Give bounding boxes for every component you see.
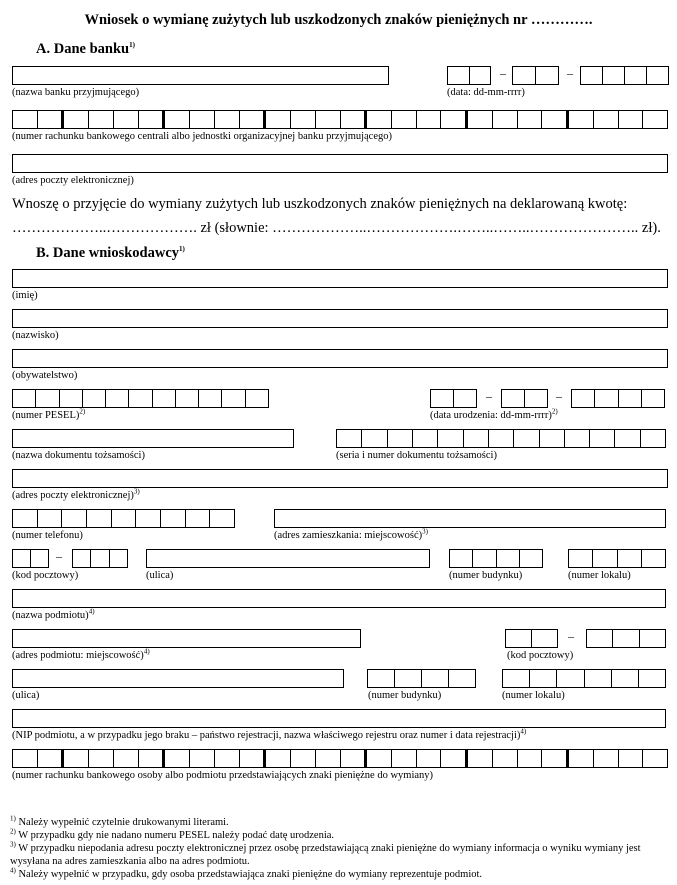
birth-year-field[interactable] [571, 389, 665, 408]
account-digit-cell[interactable] [37, 111, 62, 128]
date-year-field[interactable] [580, 66, 669, 85]
applicant-email-field[interactable] [12, 469, 668, 488]
bank-name-field[interactable] [12, 66, 389, 85]
entity-postal-part1-field[interactable] [505, 629, 558, 648]
entity-street-field[interactable] [12, 669, 344, 688]
account-digit-cell[interactable] [13, 111, 37, 128]
residence-city-field[interactable] [274, 509, 666, 528]
account-digit-cell[interactable] [113, 111, 138, 128]
account-digit-cell[interactable] [315, 750, 340, 767]
postal-separator: – [568, 629, 574, 643]
footnote-ref: 4) [520, 727, 527, 736]
account-digit-cell[interactable] [340, 750, 365, 767]
citizenship-field[interactable] [12, 349, 668, 368]
entity-building-field[interactable] [367, 669, 476, 688]
entity-city-field[interactable] [12, 629, 361, 648]
footnote-ref: 3) [133, 487, 140, 496]
date-label: (data: dd-mm-rrrr) [447, 87, 525, 98]
account-digit-cell[interactable] [492, 750, 517, 767]
bank-email-field[interactable] [12, 154, 668, 173]
account-digit-cell[interactable] [189, 111, 214, 128]
account-digit-cell[interactable] [138, 111, 163, 128]
pesel-field[interactable] [12, 389, 269, 408]
first-name-label: (imię) [12, 290, 38, 301]
declaration-line-2: ………………..………………. zł (słownie: ………………..……………….……..……..………………….. zł). [12, 220, 661, 236]
unit-number-label: (numer lokalu) [568, 570, 631, 581]
street-label: (ulica) [146, 570, 174, 581]
account-digit-cell[interactable] [566, 111, 593, 128]
account-digit-cell[interactable] [113, 750, 138, 767]
residence-city-label [274, 527, 428, 541]
account-digit-cell[interactable] [541, 111, 566, 128]
account-digit-cell[interactable] [162, 111, 189, 128]
entity-name-field[interactable] [12, 589, 666, 608]
declaration-line-1: Wnoszę o przyjęcie do wymiany zużytych lub uszkodzonych znaków pieniężnych na deklarowaną kwotę: [12, 196, 628, 212]
entity-unit-label: (numer lokalu) [502, 690, 565, 701]
id-doc-name-field[interactable] [12, 429, 294, 448]
id-doc-number-label: (seria i numer dokumentu tożsamości) [336, 450, 497, 461]
account-digit-cell[interactable] [61, 750, 88, 767]
applicant-email-label [12, 487, 140, 501]
bank-name-label: (nazwa banku przyjmującego) [12, 87, 140, 98]
account-digit-cell[interactable] [517, 111, 542, 128]
postal-code-label: (kod pocztowy) [12, 570, 79, 581]
footnote-marker: 4) [10, 866, 16, 875]
surname-field[interactable] [12, 309, 668, 328]
footnote-text: W przypadku niepodania adresu poczty elektronicznej przez osobę przedstawiającą znaki pieniężne do wymiany informacja o wyniku wymiany jest wysyłana na adres zamieszkania albo na adres podmiotu. [10, 843, 641, 867]
account-digit-cell[interactable] [440, 750, 465, 767]
section-b-heading [36, 245, 185, 262]
entity-city-label [12, 647, 150, 661]
account-digit-cell[interactable] [37, 750, 62, 767]
nip-label-text: (NIP podmiotu, a w przypadku jego braku – państwo rejestracji, nazwa właściwego rejestru oraz numer i data rejestracji) [12, 730, 521, 741]
nip-label [12, 727, 527, 741]
account-digit-cell[interactable] [391, 111, 416, 128]
account-digit-cell[interactable] [315, 111, 340, 128]
footnote-ref: 2) [79, 407, 86, 416]
footnote-text: Należy wypełnić w przypadku, gdy osoba przedstawiająca znaki pieniężne do wymiany reprezentuje podmiot. [18, 869, 483, 880]
account-digit-cell[interactable] [492, 111, 517, 128]
account-digit-cell[interactable] [593, 750, 618, 767]
footnote-marker: 1) [10, 814, 16, 823]
account-digit-cell[interactable] [239, 111, 264, 128]
footnote-marker: 3) [10, 840, 16, 849]
account-digit-cell[interactable] [416, 750, 441, 767]
pesel-label-text: (numer PESEL) [12, 410, 80, 421]
footnote-2 [10, 829, 667, 842]
date-separator: – [567, 66, 573, 80]
applicant-email-label-text: (adres poczty elektronicznej) [12, 490, 134, 501]
bank-account-label: (numer rachunku bankowego centrali albo jednostki organizacyjnej banku przyjmującego) [12, 131, 393, 142]
account-digit-cell[interactable] [138, 750, 163, 767]
footnote-4 [10, 868, 667, 881]
account-digit-cell[interactable] [88, 750, 113, 767]
pesel-label [12, 407, 86, 421]
footnote-ref: 1) [179, 245, 185, 254]
account-digit-cell[interactable] [465, 750, 492, 767]
person-account-label: (numer rachunku bankowego osoby albo podmiotu przedstawiających znaki pieniężne do wymiany) [12, 770, 434, 781]
footnote-ref: 2) [551, 407, 558, 416]
footnote-marker: 2) [10, 827, 16, 836]
section-b-heading-text: B. Dane wnioskodawcy [36, 245, 180, 261]
account-digit-cell[interactable] [618, 750, 643, 767]
account-digit-cell[interactable] [263, 750, 290, 767]
account-digit-cell[interactable] [263, 111, 290, 128]
date-separator: – [500, 66, 506, 80]
account-digit-cell[interactable] [189, 750, 214, 767]
entity-name-label [12, 607, 95, 621]
birth-date-label-text: (data urodzenia: dd-mm-rrrr) [430, 410, 552, 421]
date-month-field[interactable] [512, 66, 559, 85]
nip-field[interactable] [12, 709, 666, 728]
account-digit-cell[interactable] [214, 111, 239, 128]
date-day-field[interactable] [447, 66, 491, 85]
person-account-field[interactable] [12, 749, 668, 768]
unit-number-field[interactable] [568, 549, 666, 568]
account-digit-cell[interactable] [517, 750, 542, 767]
footnote-ref: 4) [143, 647, 150, 656]
footnote-ref: 4) [88, 607, 95, 616]
account-digit-cell[interactable] [340, 111, 365, 128]
postal-code-part2-field[interactable] [72, 549, 128, 568]
section-a-heading [36, 41, 135, 58]
form-title: Wniosek o wymianę zużytych lub uszkodzonych znaków pieniężnych nr …………. [84, 12, 593, 28]
id-doc-number-field[interactable] [336, 429, 666, 448]
date-separator: – [486, 389, 492, 403]
account-digit-cell[interactable] [239, 750, 264, 767]
id-doc-name-label: (nazwa dokumentu tożsamości) [12, 450, 145, 461]
postal-separator: – [56, 549, 62, 563]
birth-day-field[interactable] [430, 389, 477, 408]
account-digit-cell[interactable] [391, 750, 416, 767]
section-a-heading-text: A. Dane banku [36, 41, 130, 57]
account-digit-cell[interactable] [290, 750, 315, 767]
account-digit-cell[interactable] [593, 111, 618, 128]
footnote-ref: 3) [422, 527, 428, 536]
account-digit-cell[interactable] [642, 750, 667, 767]
account-digit-cell[interactable] [61, 111, 88, 128]
account-digit-cell[interactable] [88, 111, 113, 128]
account-digit-cell[interactable] [566, 750, 593, 767]
footnote-text: W przypadku gdy nie nadano numeru PESEL należy podać datę urodzenia. [18, 830, 335, 841]
account-digit-cell[interactable] [541, 750, 566, 767]
account-digit-cell[interactable] [618, 111, 643, 128]
account-digit-cell[interactable] [440, 111, 465, 128]
phone-label: (numer telefonu) [12, 530, 83, 541]
entity-building-label: (numer budynku) [368, 690, 442, 701]
footnote-1 [10, 816, 667, 829]
bank-email-label: (adres poczty elektronicznej) [12, 175, 134, 186]
citizenship-label: (obywatelstwo) [12, 370, 78, 381]
entity-unit-field[interactable] [502, 669, 666, 688]
account-digit-cell[interactable] [364, 750, 391, 767]
account-digit-cell[interactable] [364, 111, 391, 128]
phone-field[interactable] [12, 509, 235, 528]
entity-city-label-text: (adres podmiotu: miejscowość) [12, 650, 144, 661]
residence-city-label-text: (adres zamieszkania: miejscowość) [274, 530, 423, 541]
account-digit-cell[interactable] [214, 750, 239, 767]
birth-month-field[interactable] [501, 389, 548, 408]
entity-street-label: (ulica) [12, 690, 40, 701]
entity-postal-label: (kod pocztowy) [507, 650, 574, 661]
entity-postal-part2-field[interactable] [586, 629, 666, 648]
entity-name-label-text: (nazwa podmiotu) [12, 610, 89, 621]
account-digit-cell[interactable] [465, 111, 492, 128]
account-digit-cell[interactable] [416, 111, 441, 128]
account-digit-cell[interactable] [642, 111, 667, 128]
account-digit-cell[interactable] [13, 750, 37, 767]
account-digit-cell[interactable] [290, 111, 315, 128]
surname-label: (nazwisko) [12, 330, 59, 341]
birth-date-label [430, 407, 558, 421]
bank-account-field[interactable] [12, 110, 668, 129]
building-number-label: (numer budynku) [449, 570, 523, 581]
footnote-ref: 1) [129, 41, 135, 50]
account-digit-cell[interactable] [162, 750, 189, 767]
first-name-field[interactable] [12, 269, 668, 288]
street-field[interactable] [146, 549, 430, 568]
building-number-field[interactable] [449, 549, 543, 568]
footnote-text: Należy wypełnić czytelnie drukowanymi literami. [18, 817, 229, 828]
date-separator: – [556, 389, 562, 403]
footnote-3 [10, 842, 667, 868]
postal-code-part1-field[interactable] [12, 549, 49, 568]
